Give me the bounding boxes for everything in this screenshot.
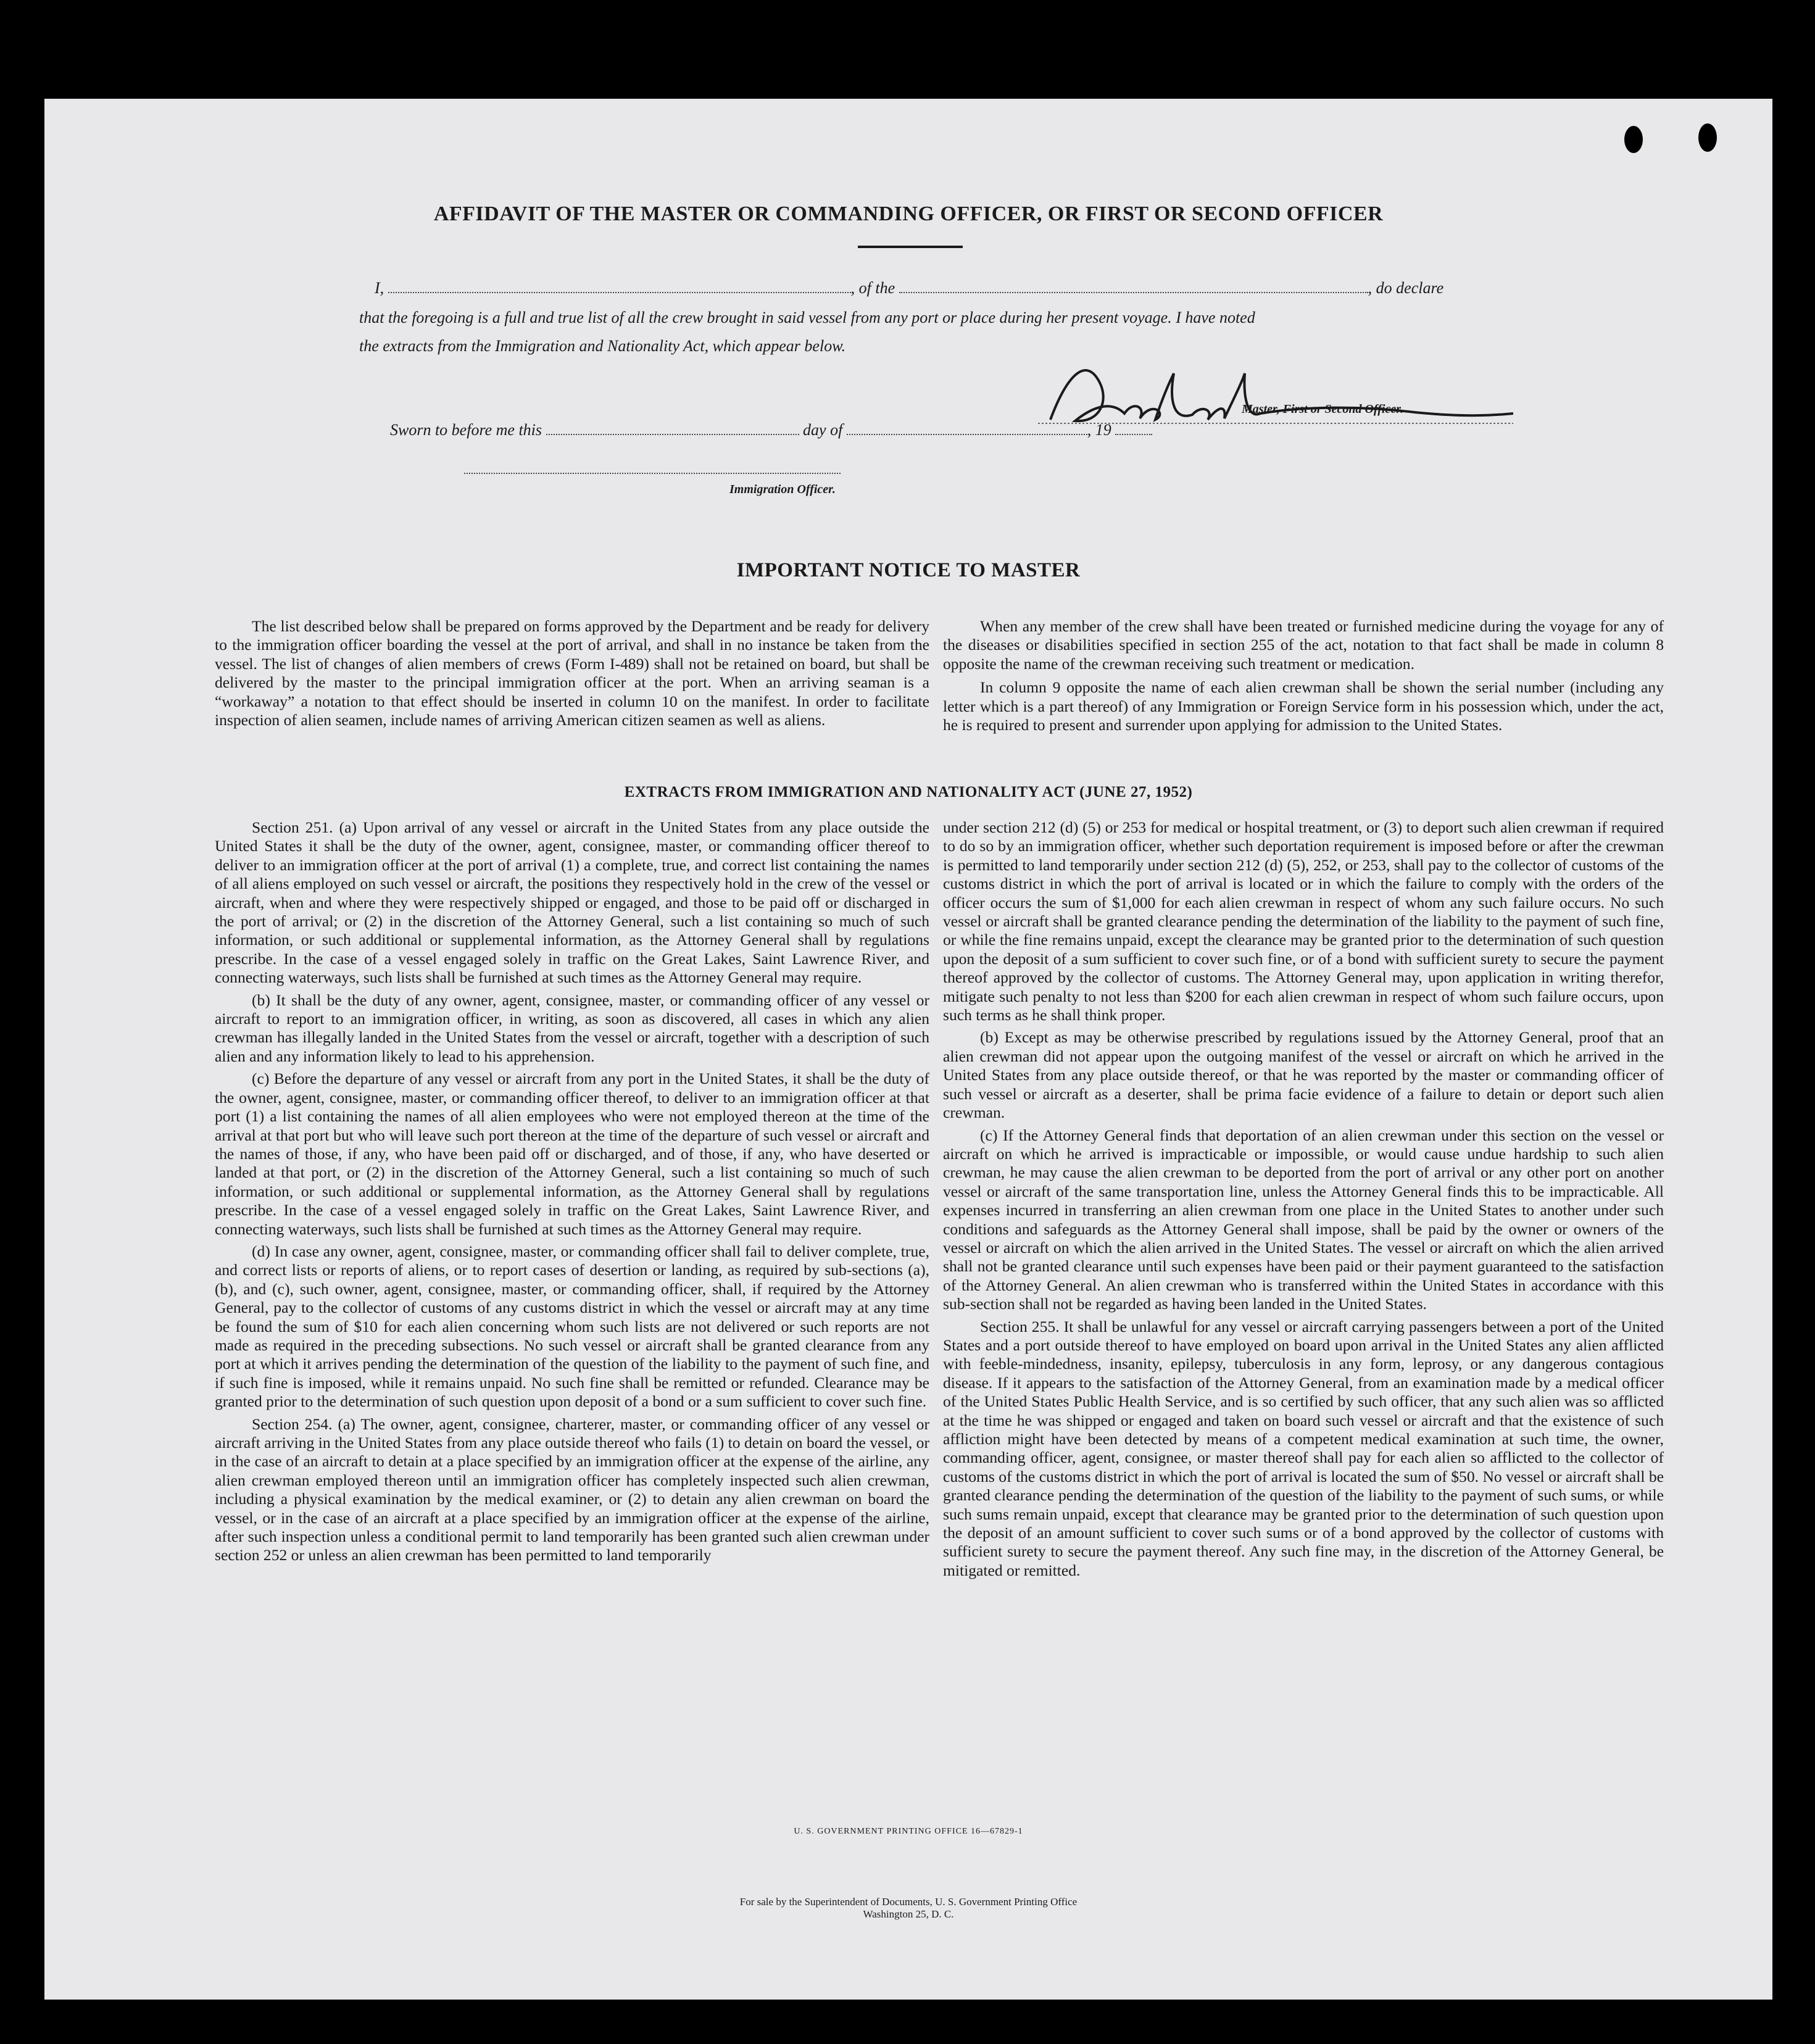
master-label: Master, First or Second Officer.	[1242, 402, 1403, 416]
officer-signature-line[interactable]	[464, 473, 841, 474]
vessel-blank[interactable]	[899, 280, 1368, 293]
title-rule	[858, 246, 963, 248]
extracts-left-column	[215, 818, 929, 1565]
notice-left-paragraph: The list described below shall be prepared on forms approved by the Department and be ready for delivery to the immigration officer boarding the vessel at the port of arrival, and shall in no instance be taken from the vessel. The list of changes of alien members of crews (Form I-489) shall not be retained on board, but shall be delivered by the master to the principal immigration officer at the port. When an arriving seaman is a “workaway” a notation to that effect should be inserted in column 10 on the manifest. In order to facilitate inspection of alien seamen, include names of arriving American citizen seamen as well as aliens.	[215, 617, 929, 729]
label-i: I,	[375, 279, 384, 297]
sale-notice-line-2: Washington 25, D. C.	[863, 1908, 954, 1920]
section-251-b: (b) It shall be the duty of any owner, agent, consignee, master, or commanding officer of any vessel or aircraft to report to an immigration officer, in writing, as soon as discovered, all cases in which any alien crewman has illegally landed in the United States from the vessel or aircraft, together with a description of such alien and any information likely to lead to his apprehension.	[215, 991, 929, 1065]
gpo-imprint: U. S. GOVERNMENT PRINTING OFFICE 16—67829-1	[794, 1827, 1023, 1836]
label-day-of: day of	[803, 421, 843, 439]
label-sworn: Sworn to before me this	[390, 421, 542, 439]
section-255: Section 255. It shall be unlawful for any vessel or aircraft carrying passengers between a port of the United States and a port outside thereof to have employed on board upon arrival in the United States any alien afflicted with feeble-mindedness, insanity, epilepsy, tuberculosis in any form, leprosy, or any dangerous contagious disease. If it appears to the satisfaction of the Attorney General, from an examination made by a medical officer of the United States Public Health Service, and is so certified by such officer, that any such alien was so afflicted at the time he was shipped or engaged and taken on board such vessel or aircraft and that the existence of such affliction might have been detected by means of a competent medical examination at such time, the owner, commanding officer, agent, consignee, or master thereof shall pay for each alien so afflicted to the collector of customs of the customs district in which the port of arrival is located the sum of $50. No vessel or aircraft shall be granted clearance pending the determination of the question of the liability to the payment of such sums, or while such sums remain unpaid, except that clearance may be granted prior to the determination of such question upon the deposit of an amount sufficient to cover such sums or of a bond approved by the collector of customs with sufficient surety to secure the payment thereof. Any such fine may, in the discretion of the Attorney General, be mitigated or remitted.	[943, 1317, 1664, 1579]
affidavit-line-1	[375, 279, 1461, 297]
notice-right-paragraph-1: When any member of the crew shall have been treated or furnished medicine during the voyage for any of the diseases or disabilities specified in section 255 of the act, notation to that fact shall be made in column 8 opposite the name of the crewman receiving such treatment or medication.	[943, 617, 1664, 673]
punch-hole-mark	[1698, 123, 1717, 152]
form-page	[44, 99, 1772, 2000]
sale-notice-line-1: For sale by the Superintendent of Documents, U. S. Government Printing Office	[739, 1896, 1078, 1908]
section-251-c: (c) Before the departure of any vessel or aircraft from any port in the United States, it shall be the duty of the owner, agent, consignee, master, or commanding officer thereof, to deliver to an immigration officer at that port (1) a list containing the names of all alien employees who were not employed thereon at the time of the arrival at that port but who will leave such port thereon at the time of the departure of such vessel or aircraft and the names of those, if any, who have been paid off or discharged, and of those, if any, who have deserted or landed at that port, or (2) in the discretion of the Attorney General, such a list containing so much of such information, or such additional or supplemental information, as the Attorney General shall by regulations prescribe. In the case of a vessel engaged solely in traffic on the Great Lakes, Saint Lawrence River, and connecting waterways, such lists shall be furnished at such times as the Attorney General may require.	[215, 1070, 929, 1238]
section-254-b: (b) Except as may be otherwise prescribed by regulations issued by the Attorney General, proof that an alien crewman did not appear upon the outgoing manifest of the vessel or aircraft on which he arrived in the United States from any place outside thereof, or that he was reported by the master or commanding officer of such vessel or aircraft as a deserter, shall be prima facie evidence of a failure to detain or deport such alien crewman.	[943, 1028, 1664, 1122]
section-251-a: Section 251. (a) Upon arrival of any vessel or aircraft in the United States from any place outside the United States it shall be the duty of the owner, agent, consignee, master, or commanding officer thereof to deliver to an immigration officer at the port of arrival (1) a complete, true, and correct list containing the names of all aliens employed on such vessel or aircraft, the positions they respectively hold in the crew of the vessel or aircraft, when and where they were respectively shipped or engaged, and those to be paid off or discharged in the port of arrival; or (2) in the discretion of the Attorney General, such a list containing so much of such information, or such additional or supplemental information, as the Attorney General shall by regulations prescribe. In the case of a vessel engaged solely in traffic on the Great Lakes, Saint Lawrence River, and connecting waterways, such lists shall be furnished at such times as the Attorney General may require.	[215, 818, 929, 987]
extracts-right-column	[943, 818, 1664, 1580]
name-blank[interactable]	[388, 280, 851, 293]
notice-title: IMPORTANT NOTICE TO MASTER	[736, 559, 1081, 581]
section-254-c: (c) If the Attorney General finds that deportation of an alien crewman under this section on the vessel or aircraft on which he arrived is impracticable or impossible, or would cause undue hardship to such alien crewman, he may cause the alien crewman to be deported from the port of arrival or any other port on another vessel or aircraft of the same transportation line, unless the Attorney General finds this to be impracticable. All expenses incurred in transferring an alien crewman from one place in the United States to another under such conditions and safeguards as the Attorney General shall impose, shall be paid by the owner or owners of the vessel or aircraft on which the alien arrived in the United States. The vessel or aircraft on which the alien arrived shall not be granted clearance until such expenses have been paid or their payment guaranteed to the satisfaction of the Attorney General. An alien crewman who is transferred within the United States in accordance with this sub-section shall not be regarded as having been landed in the United States.	[943, 1126, 1664, 1313]
notice-left-column	[215, 617, 929, 729]
affidavit-title: AFFIDAVIT OF THE MASTER OR COMMANDING OFFICER, OR FIRST OR SECOND OFFICER	[433, 202, 1384, 225]
day-blank[interactable]	[546, 422, 799, 435]
punch-hole-mark	[1624, 126, 1643, 153]
notice-right-column	[943, 617, 1664, 734]
extracts-title: EXTRACTS FROM IMMIGRATION AND NATIONALITY ACT (JUNE 27, 1952)	[624, 784, 1193, 800]
section-254-a: Section 254. (a) The owner, agent, consignee, charterer, master, or commanding officer of any vessel or aircraft arriving in the United States from any place outside thereof who fails (1) to detain on board the vessel, or in the case of an aircraft to detain at a place specified by an immigration officer at the expense of the airline, any alien crewman employed thereon until an immigration officer has completely inspected such alien crewman, including a physical examination by the medical examiner, or (2) to detain any alien crewman on board the vessel, or in the case of an aircraft at a place specified by an immigration officer at the expense of the airline, after such inspection unless a conditional permit to land temporarily has been granted such alien crewman under section 252 or unless an alien crewman has been permitted to land temporarily	[215, 1415, 929, 1564]
notice-right-paragraph-2: In column 9 opposite the name of each alien crewman shall be shown the serial number (including any letter which is a part thereof) of any Immigration or Foreign Service form in his possession which, under the act, he is required to present and surrender upon applying for admission to the United States.	[943, 678, 1664, 734]
year-blank[interactable]	[1115, 422, 1152, 435]
section-251-d: (d) In case any owner, agent, consignee, master, or commanding officer shall fail to deliver complete, true, and correct lists or reports of aliens, or to report cases of desertion or landing, as required by sub-sections (a), (b), and (c), such owner, agent, consignee, master, or commanding officer, shall, if required by the Attorney General, pay to the collector of customs of any customs district in which the vessel or aircraft may at any time be found the sum of $10 for each alien concerning whom such lists are not delivered or such reports are not made as required in the preceding subsections. No such vessel or aircraft shall be granted clearance from any port at which it arrives pending the determination of the question of the liability to the payment of such fine, and if such fine is imposed, while it remains unpaid. No such fine shall be remitted or refunded. Clearance may be granted prior to the determination of such question upon deposit of a bond or a sum sufficient to cover such fine.	[215, 1242, 929, 1411]
officer-label: Immigration Officer.	[729, 483, 836, 496]
affidavit-line-3: the extracts from the Immigration and Nationality Act, which appear below.	[359, 337, 846, 355]
label-of-the: , of the	[850, 279, 895, 297]
sworn-line	[390, 421, 1152, 439]
label-do-declare: , do declare	[1368, 279, 1444, 297]
label-year: , 19	[1087, 421, 1111, 439]
affidavit-line-2: that the foregoing is a full and true list of all the crew brought in said vessel from any port or place during her present voyage. I have noted	[359, 309, 1255, 326]
section-254-a-continued: under section 212 (d) (5) or 253 for medical or hospital treatment, or (3) to deport such alien crewman if required to do so by an immigration officer, whether such deportation requirement is imposed before or after the crewman is permitted to land temporarily under section 212 (d) (5), 252, or 253, shall pay to the collector of customs of the customs district in which the port of arrival is located or in which the failure to comply with the orders of the officer occurs the sum of $1,000 for each alien crewman in respect of whom any such failure occurs. No such vessel or aircraft shall be granted clearance pending the determination of the liability to the payment of such fine, or while the fine remains unpaid, except the clearance may be granted prior to the determination of such question upon the deposit of a sum sufficient to cover such fine, or of a bond with sufficient surety to secure the payment thereof approved by the collector of customs. The Attorney General may, upon application in writing therefor, mitigate such penalty to not less than $200 for each alien crewman in respect of whom such failure occurs, upon such terms as he shall think proper.	[943, 818, 1664, 1024]
month-blank[interactable]	[847, 422, 1087, 435]
